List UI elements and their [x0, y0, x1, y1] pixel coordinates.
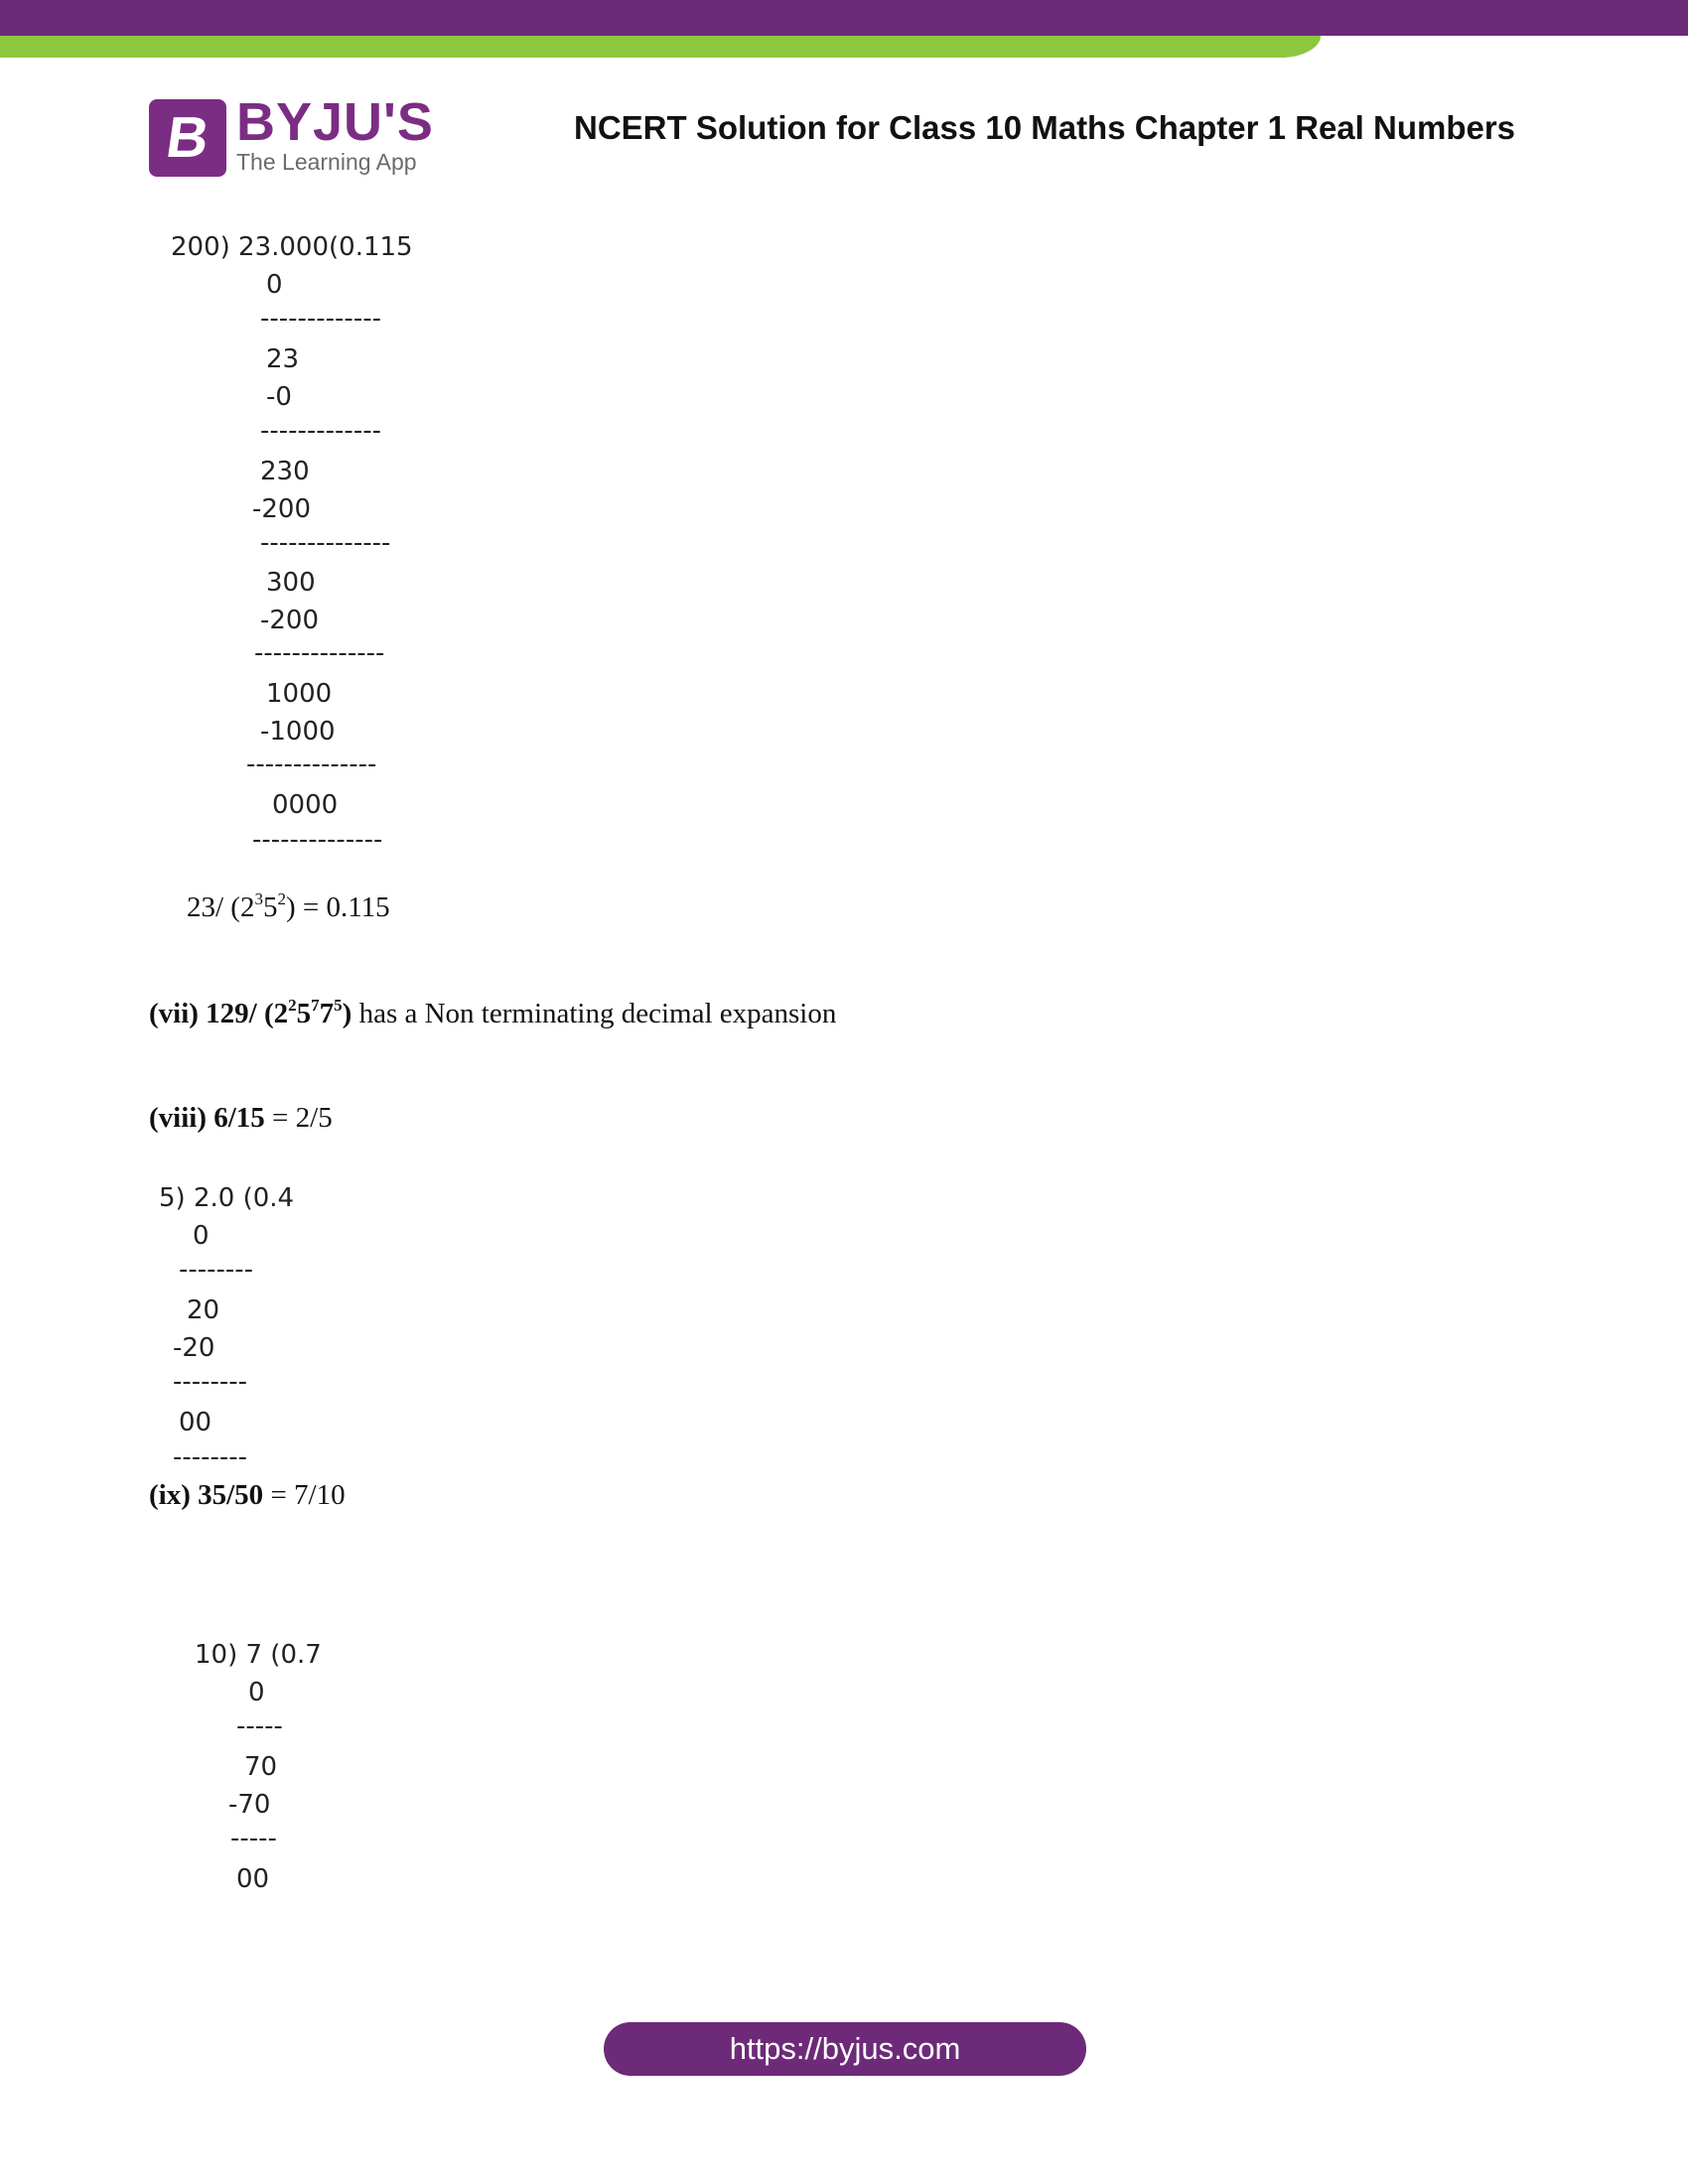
item-vii: (vii) 129/ $(2^25^77^5)$ has a Non terminating decimal expansion — [149, 996, 837, 1029]
division-line: 230 — [260, 457, 310, 486]
division-line: 0 — [193, 1221, 210, 1251]
division-line: -------------- — [246, 750, 377, 779]
division-line: -200 — [260, 606, 320, 635]
division-line: -20 — [173, 1333, 215, 1363]
result-line-1: 23/ $(2^35^2) = 0.115$ — [187, 889, 390, 923]
division-line: 0 — [266, 270, 283, 300]
division-line: 70 — [244, 1752, 278, 1782]
division-line: 10) 7 (0.7 — [195, 1640, 322, 1670]
division-line: 200) 23.000(0.115 — [171, 232, 413, 262]
division-line: -200 — [252, 494, 312, 524]
division-line: 23 — [266, 344, 300, 374]
division-line: -------------- — [252, 825, 383, 855]
logo-letter: B — [162, 105, 213, 170]
item-viii: (viii) 6/15 = 2/5 — [149, 1102, 333, 1134]
division-line: -------- — [179, 1255, 254, 1285]
division-line: -------------- — [260, 528, 391, 558]
division-line: 0000 — [272, 790, 339, 820]
division-line: 00 — [179, 1408, 212, 1437]
footer-url-link[interactable]: https://byjus.com — [604, 2022, 1086, 2076]
division-line: 20 — [187, 1296, 220, 1325]
division-line: 0 — [248, 1678, 265, 1707]
division-line: -0 — [266, 382, 292, 412]
page-title: NCERT Solution for Class 10 Maths Chapter 1 Real Numbers — [574, 109, 1516, 146]
byjus-logo — [149, 92, 447, 181]
division-line: -------- — [173, 1367, 248, 1397]
division-line: ----- — [236, 1711, 283, 1741]
division-line: 1000 — [266, 679, 333, 709]
division-line: -70 — [228, 1790, 271, 1820]
logo-mark — [149, 99, 226, 177]
division-line: ------------- — [260, 304, 381, 334]
division-line: 5) 2.0 (0.4 — [159, 1183, 295, 1213]
division-line: ------------- — [260, 416, 381, 446]
logo-wordmark: BYJU'S — [236, 92, 434, 152]
division-line: -------------- — [254, 638, 385, 668]
header-band-curve — [1321, 0, 1688, 36]
division-line: 300 — [266, 568, 316, 598]
division-line: -------- — [173, 1442, 248, 1472]
logo-tagline: The Learning App — [236, 149, 417, 175]
division-line: -1000 — [260, 717, 336, 747]
item-ix: (ix) 35/50 = 7/10 — [149, 1479, 346, 1511]
division-line: ----- — [230, 1824, 277, 1853]
header-band-green — [0, 36, 1321, 58]
division-line: 00 — [236, 1864, 270, 1894]
